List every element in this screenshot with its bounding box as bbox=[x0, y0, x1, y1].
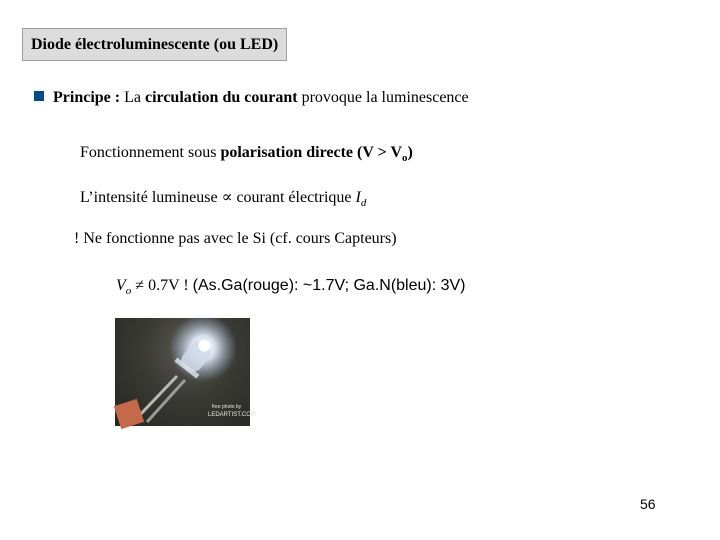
polarisation-close: ) bbox=[407, 144, 413, 161]
fonctionnement-line bbox=[80, 143, 413, 164]
threshold-text-b: (As.Ga(rouge): ~1.7V; Ga.N(bleu): 3V) bbox=[192, 277, 466, 294]
intensite-line bbox=[80, 188, 366, 209]
principle-bold: circulation du courant bbox=[144, 89, 298, 106]
principle-text-a: La bbox=[124, 89, 141, 106]
note-text: ! Ne fonctionne pas avec le Si (cf. cours Capteurs) bbox=[74, 230, 397, 247]
page-number: 56 bbox=[640, 496, 656, 512]
photo-caption-2: LEDARTIST.COM bbox=[208, 412, 256, 418]
led-illustration bbox=[115, 318, 256, 426]
led-base bbox=[114, 399, 144, 429]
principle-label: Principe : bbox=[53, 89, 121, 106]
vo-symbol bbox=[116, 277, 132, 297]
principle-line bbox=[34, 88, 469, 108]
slide-title bbox=[22, 28, 287, 61]
vo-subscript: o bbox=[402, 152, 408, 164]
led-photo bbox=[115, 318, 256, 426]
note-line bbox=[74, 229, 397, 249]
threshold-text-a: ≠ 0.7V ! bbox=[135, 277, 189, 294]
id-letter: I bbox=[355, 189, 361, 206]
square-bullet-icon bbox=[34, 91, 44, 101]
vo-threshold-subscript: o bbox=[125, 285, 132, 297]
threshold-line bbox=[116, 276, 466, 297]
photo-caption-1: free photo by bbox=[212, 404, 242, 410]
id-subscript: d bbox=[360, 197, 367, 209]
vo-letter: V bbox=[116, 277, 126, 294]
id-symbol bbox=[355, 189, 367, 209]
principle-text-b: provoque la luminescence bbox=[301, 89, 469, 106]
slide-title-text: Diode électroluminescente (ou LED) bbox=[31, 36, 279, 53]
polarisation-text bbox=[220, 144, 413, 164]
fonctionnement-text: Fonctionnement sous bbox=[80, 144, 217, 161]
polarisation-bold: polarisation directe (V > V bbox=[220, 144, 402, 161]
intensite-text: L’intensité lumineuse ∝ courant électrique bbox=[80, 189, 352, 206]
